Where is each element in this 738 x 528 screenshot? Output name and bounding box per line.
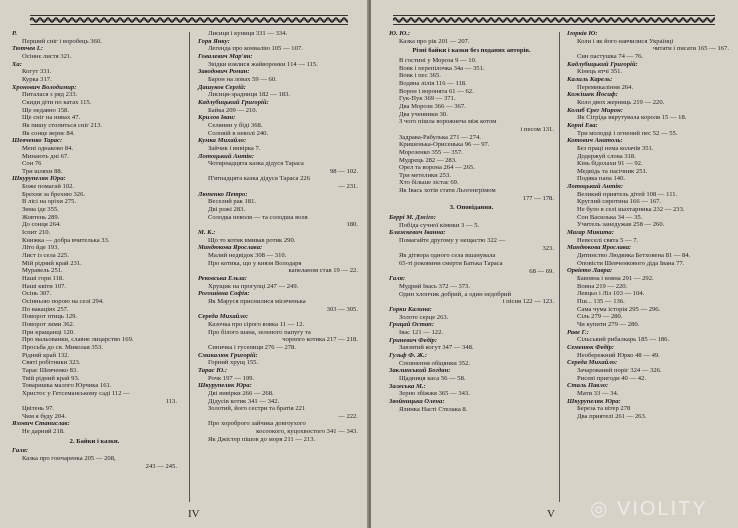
author-name: Сталь Павло: <box>567 382 609 390</box>
author-name: Кадлубицький Григорій: <box>198 98 269 106</box>
section-heading: 2. Байки і казки. <box>69 437 120 445</box>
author-name: Раве Г.: <box>567 328 589 336</box>
entry-title: Лисиця-зрадниця 182 — 183. <box>208 91 290 99</box>
column-divider <box>559 32 560 502</box>
watermark <box>590 496 708 521</box>
entry-title: Сповнення обіцянки 352. <box>399 359 471 367</box>
entry-title: Курка 317. <box>22 75 52 83</box>
entry-title: Сіль 279 — 280. <box>577 313 623 321</box>
entry-title: Два Морози 366 — 367. <box>399 102 466 110</box>
entry-title: Ще сніг на нивах 47. <box>22 114 81 122</box>
entry-pages: 303 — 305. <box>326 305 358 313</box>
entry-title: Сон 76 <box>22 160 42 168</box>
author-name: Калиль Карель: <box>567 75 613 83</box>
entry-title: Легенда про конвалію 105 — 107. <box>208 45 303 53</box>
entry-title: Івас 121 — 122. <box>399 328 444 336</box>
entry-title: Лисиця і куниця 331 — 334. <box>208 30 288 37</box>
index-column-1 <box>12 30 177 470</box>
author-name: Середа Михайло: <box>198 313 249 321</box>
entry-title: Два учениики 30. <box>399 110 448 118</box>
entry-title: Зайчик і вивірка 7. <box>208 144 261 152</box>
entry-title: Два приятелі 261 — 263. <box>577 412 647 420</box>
entry-title: Про білого шана, зеленого папугу та <box>208 328 311 336</box>
author-name: Середа Михайло: <box>567 359 618 367</box>
entry-title: Мій рідний край 231. <box>22 259 82 267</box>
entry-title: Ще недавно 158. <box>22 106 70 114</box>
author-name: Кожішек Йосиф: <box>567 91 618 99</box>
entry-title: Оповісти Шевченкового діда Івана 77. <box>577 259 685 267</box>
entry-pages: капеланом став 19 — 22. <box>288 267 358 275</box>
entry-title: Товаришка малого Юрчика 161. <box>22 382 112 390</box>
entry-title: Завзятий когут 347 — 348. <box>399 344 474 352</box>
entry-title: Три шляхи 88. <box>22 167 63 175</box>
entry-title: Пш... 135 — 136. <box>577 297 625 305</box>
page-number: V <box>547 508 555 520</box>
entry-title: Рідний край 132. <box>22 351 70 359</box>
author-name: Котович Анатоль: <box>567 137 623 145</box>
entry-title: Необережний Юрко 48 — 49. <box>577 351 660 359</box>
section-heading: 3. Оповідання. <box>449 204 494 212</box>
entry-pages: 323. <box>542 244 554 252</box>
author-name: Галя: <box>389 275 406 283</box>
entry-title: Мудрий Івась 372 — 373. <box>399 283 470 290</box>
entry-title: Перший сніг і воробець 360. <box>22 37 102 45</box>
entry-title: Селянин у біді 368. <box>208 121 263 129</box>
entry-pages: 113. <box>165 397 177 405</box>
entry-title: Осінь 307. <box>22 290 52 298</box>
entry-title: Святі робітники 323. <box>22 359 81 367</box>
entry-title: Золоте серце 263. <box>399 313 449 321</box>
entry-title: Питалася з ряд 233. <box>22 91 78 99</box>
entry-title: Боже помагай 102. <box>22 183 75 191</box>
author-name: Заводович Роман: <box>198 68 250 76</box>
entry-title: Горний хрущ 155. <box>208 359 259 367</box>
entry-title: Чотирнадцята казка дідуся Тараса <box>208 160 304 168</box>
entry-title: Поворот птиць 129. <box>22 313 78 321</box>
entry-title: Вовк і перепілочка 34a — 351. <box>399 64 485 72</box>
entry-title: До сонця 264. <box>22 221 61 229</box>
entry-title: Щадниця каса 56 — 58. <box>399 374 466 382</box>
author-name: Галя: <box>12 447 29 455</box>
entry-title: Літо йде 193. <box>22 244 60 252</box>
watermark-text: VIOLITY <box>617 498 708 520</box>
entry-title: Золотий, його сестри та братія 221 <box>208 405 306 413</box>
entry-title: Цвітень 97. <box>22 405 54 413</box>
entry-title: Рочк 197 — 199. <box>208 374 255 382</box>
entry-title: По вакаціях 257. <box>22 305 69 313</box>
author-name: Р. <box>12 30 18 37</box>
author-name: Шкурупеляк Юра: <box>198 382 252 390</box>
entry-pages: — 222. <box>338 412 358 420</box>
entry-title: Осіннє листя 321. <box>22 52 72 60</box>
entry-title: Без праці нема колачів 351. <box>577 144 654 152</box>
author-name: Грицай Остап: <box>389 321 435 329</box>
author-name: Орвіето Лавра: <box>567 267 613 275</box>
author-name: Хронович Володимир: <box>12 83 77 91</box>
author-name: Горки Калина: <box>389 305 432 313</box>
author-name: Ха: <box>12 60 22 68</box>
entry-title: Сон Василька 34 — 35. <box>577 213 643 221</box>
entry-title: Коли і як його навчилися Українці <box>577 37 674 45</box>
entry-pages: — 231. <box>338 183 358 191</box>
author-name: Блажкевич Іванна: <box>389 229 446 237</box>
author-name: Гриневич Федір: <box>389 336 438 344</box>
entry-title: Книжка — добра вчителька 33. <box>22 236 110 244</box>
index-column-1 <box>389 30 554 413</box>
ornamental-border <box>393 14 715 26</box>
section-heading: Різні байки і казки без поданих авторів. <box>412 47 531 55</box>
entry-title: Твій рідний край 93. <box>22 374 80 382</box>
entry-title: Сама чума історія 295 — 296. <box>577 305 661 313</box>
entry-title: Байка 209 — 210. <box>208 106 258 114</box>
entry-title: Як дітвора одного села вшанувала <box>399 252 496 260</box>
entry-pages: 180. <box>346 221 358 229</box>
author-name: Гульф Ф. Ж.: <box>389 351 428 359</box>
entry-title: Осінньою порою на селі 294. <box>22 297 104 305</box>
author-name: Беррі М. Джіго: <box>389 214 436 222</box>
author-name: Колиб Єрег Мирон: <box>567 106 623 114</box>
entry-title: Наші гори 118. <box>22 275 64 282</box>
entry-title: В лісі на оріхи 275. <box>22 198 77 206</box>
entry-title: Три метелики 253. <box>399 171 451 179</box>
author-name: Корні Ева: <box>567 121 598 129</box>
entry-pages: 98 — 102. <box>329 167 358 175</box>
author-name: Рогошівна Софія: <box>198 290 250 298</box>
entry-title: Не було в селі шахтарника 232 — 233. <box>577 206 685 214</box>
entry-title: Барон на ловах 59 — 60. <box>208 75 277 83</box>
entry-title: Гук-Пук 369 — 371. <box>399 95 456 103</box>
entry-title: Зачарований поріг 324 — 326. <box>577 366 662 374</box>
author-name: Рековська Ельза: <box>198 275 247 282</box>
author-name: Смикалюк Григорій: <box>198 351 258 359</box>
entry-title: Бавовна і вовна 291 — 292. <box>577 275 654 282</box>
entry-title: Скиди діти по катах 115. <box>22 98 92 106</box>
entry-title: Рисеві пригоди 40 — 42. <box>577 374 646 382</box>
entry-title: Кінець ятчі 351. <box>577 68 623 76</box>
entry-title: Звідки взялися жайворонки 114 — 115. <box>208 60 318 68</box>
author-name: Лотоцький Антін: <box>567 183 624 191</box>
entry-title: Як пишу стопиться сніг 213. <box>22 121 103 129</box>
author-name: Кумка Михайло: <box>198 137 247 145</box>
author-name: Звойницька Олена: <box>389 397 445 405</box>
entry-title: Ялинка Насті Стелака 8. <box>399 405 468 413</box>
entry-title: Просьба до св. Миколая 353. <box>22 343 103 351</box>
entry-title: Як Сігріда вкрутувала короля 15 — 18. <box>577 114 687 122</box>
entry-title: Подяка пана 140. <box>577 175 626 183</box>
entry-title: Чи купити 279 — 280. <box>577 320 640 328</box>
entry-title: Синичка і гусениця 276 — 278. <box>208 343 296 351</box>
entry-title: Син пастушка 74 — 76. <box>577 52 644 60</box>
author-name: Кадлубицький Григорій: <box>567 60 638 68</box>
entry-title: Великий приятель дітей 108 — 111. <box>577 190 678 198</box>
entry-title: Лист із села 225. <box>22 252 69 260</box>
author-name: Семенюк Федір: <box>567 343 615 351</box>
entry-title: Поворот зими 362. <box>22 320 75 328</box>
watermark-logo-icon: ◎ <box>590 498 618 520</box>
entry-pages: і пісня 122 — 123. <box>502 298 554 306</box>
entry-title: Про мальованки, славне лицарство 169. <box>22 336 134 344</box>
entry-title: Що то котик вмивав ротик 290. <box>208 236 296 244</box>
index-column-2 <box>198 30 358 443</box>
entry-title: Солодка неволя — та солодша воля <box>208 213 308 221</box>
entry-title: Мені однаково 84. <box>22 144 74 152</box>
entry-title: Левцьо і Ліз 103 — 104. <box>577 290 645 298</box>
entry-title: Чим я буду 204. <box>22 412 67 420</box>
entry-title: Орел та ворона 264 — 265. <box>399 164 475 172</box>
entry-pages: 243 — 245. <box>145 462 177 470</box>
entry-title: Кришенька-Орисенька 96 — 97. <box>399 141 490 149</box>
entry-title: Три молодці і огнений пес 52 — 55. <box>577 129 678 137</box>
entry-title: При кращанці 120. <box>22 328 75 336</box>
ornamental-border <box>30 14 348 26</box>
author-name: М. К.: <box>198 229 216 237</box>
entry-title: Хто більше зістає 69. <box>399 179 459 187</box>
entry-title: Минають дні 67. <box>22 152 69 160</box>
entry-title: Іспит 210. <box>22 229 51 237</box>
entry-title: Перемикаління 264. <box>577 83 634 91</box>
column-divider <box>189 32 190 502</box>
entry-title: Мати 33 — 34. <box>577 389 619 397</box>
author-name: Лотоцький Антін: <box>198 152 255 160</box>
entry-title: Береза та вітер 278 <box>577 405 631 413</box>
entry-pages: чорного котика 217 — 218. <box>282 336 358 344</box>
entry-title: Кінь бідолахи 91 — 92. <box>577 160 643 168</box>
entry-title: Казка про рік 201 — 207. <box>399 37 470 45</box>
entry-pages: читати і писати 165 — 167. <box>652 45 729 53</box>
entry-title: Як Івась хотів стати Льогенгрімом <box>399 187 496 195</box>
entry-title: Про хороброго зайчика довгоухого <box>208 420 306 428</box>
entry-title: Дві рожі 283. <box>208 206 246 214</box>
entry-title: Мудрець 282 — 283. <box>399 156 457 164</box>
author-name: Мандюкова Ярослава: <box>567 244 632 252</box>
author-name: Заклинський Богдан: <box>389 367 451 375</box>
author-name: Ігорків Ю: <box>567 30 598 37</box>
entry-title: Христос у Гетсеманському саді 112 — <box>22 389 130 397</box>
entry-title: Вовк і пес 365. <box>399 72 441 80</box>
entry-title: Круглий сиротина 166 — 167. <box>577 198 662 206</box>
author-name: Люпенко Петро: <box>198 190 248 198</box>
author-name: Залеська М.: <box>389 382 426 390</box>
page-number: IV <box>188 508 200 520</box>
entry-title: Брехня за брехню 326. <box>22 190 86 198</box>
entry-title: Про котика, що у князя Володаря <box>208 259 302 267</box>
entry-title: Зима іде 355. <box>22 206 59 214</box>
entry-title: Не дарний 218. <box>22 428 65 436</box>
entry-title: Дитинство Людвика Бетховена 81 — 84. <box>577 252 691 260</box>
entry-title: Як Джістер пішов до моря 211 — 213. <box>208 435 316 443</box>
right-page <box>371 0 738 528</box>
author-name: Дашуков Сергій: <box>198 83 246 91</box>
entry-title: Як сонце вернє 84. <box>22 129 75 137</box>
entry-pages: 177 — 178. <box>522 194 554 202</box>
entry-title: Вовна 219 — 220. <box>577 282 628 290</box>
author-name: Тарас Ю.: <box>198 366 228 374</box>
author-name: Говалевич Мар'ян: <box>198 52 253 60</box>
entry-title: Як Маруся приснилися місяченька <box>208 297 306 305</box>
author-name: Яхович Станислав: <box>12 420 70 428</box>
entry-title: Сільський рибалкарь 185 — 186. <box>577 336 670 344</box>
entry-title: Соловій в неволі 240. <box>208 129 269 137</box>
entry-title: Учитель занедужав 258 — 260. <box>577 221 665 229</box>
entry-pages: і песом 131. <box>520 125 554 133</box>
entry-title: Невеселі свята 5 — 7. <box>577 236 639 244</box>
entry-title: Водяна лілія 116 — 118. <box>399 79 467 87</box>
entry-pages: косоокого, куцохвостого 341 — 343. <box>256 428 358 436</box>
entry-title: Побіда сучної кімнки 3 — 5. <box>399 221 480 229</box>
author-name: Магар Микита: <box>567 229 614 237</box>
entry-title: Наші квіти 107. <box>22 282 66 290</box>
index-column-2 <box>567 30 729 420</box>
entry-title: Когут 331. <box>22 68 52 76</box>
entry-title: Медвідь та пасічник 251. <box>577 167 648 175</box>
entry-title: Додержуй слова 318. <box>577 152 636 160</box>
entry-title: Веселий рак 181. <box>208 198 257 206</box>
author-name: Шевченко Тарас: <box>12 137 63 145</box>
entry-title: Ворон і воронята 61 — 62. <box>399 87 474 95</box>
entry-title: Один хлопчик добрий, а один недобрий <box>399 290 511 298</box>
entry-title: В гостині у Мороза 9 — 10. <box>399 56 477 64</box>
entry-title: Коло двох жерниць 219 — 220. <box>577 98 665 106</box>
author-name: Шкурупеляк Юра: <box>12 175 66 183</box>
entry-title: З чого пішла ворожнеча між котом <box>399 118 497 126</box>
entry-title: Муравель 251. <box>22 267 63 275</box>
entry-title: Зерно збіжжя 365 — 343. <box>399 390 470 398</box>
author-name: Шкурупеляк Юра: <box>567 397 621 405</box>
entry-title: 65-ті роковини смерти Батька Тараса <box>399 260 503 268</box>
entry-title: Казочка про сірого вовка 11 — 12. <box>208 320 305 328</box>
author-name: Тютчев І.: <box>12 45 44 53</box>
entry-title: Дідусів котик 341 — 342. <box>208 397 280 405</box>
entry-title: Жовтень 289. <box>22 213 60 221</box>
entry-title: Хрущик на прогулці 247 — 249. <box>208 282 299 290</box>
entry-title: Морозенко 355 — 357. <box>399 148 463 156</box>
entry-title: Казка про гончаренка 205 — 208, <box>22 455 116 463</box>
author-name: Ю. Ю.: <box>389 30 411 37</box>
author-name: Крилов Іван: <box>198 114 236 122</box>
entry-title: Малий недвідок 308 — 310. <box>208 252 287 260</box>
entry-title: П'ятнадцята казка дідуся Тараса 226 <box>208 175 311 183</box>
entry-pages: 68 — 69. <box>529 267 554 275</box>
entry-title: Помагайте другому у нещастю 322 — <box>399 237 506 245</box>
entry-title: Задрава-Рабулька 271 — 274. <box>399 133 481 141</box>
author-name: Мандюкова Ярослава: <box>198 244 263 252</box>
entry-title: Тарас Шевченко 83. <box>22 366 78 374</box>
entry-title: Дві вивірки 266 — 268. <box>208 389 274 397</box>
author-name: Горя Янку: <box>198 37 230 45</box>
